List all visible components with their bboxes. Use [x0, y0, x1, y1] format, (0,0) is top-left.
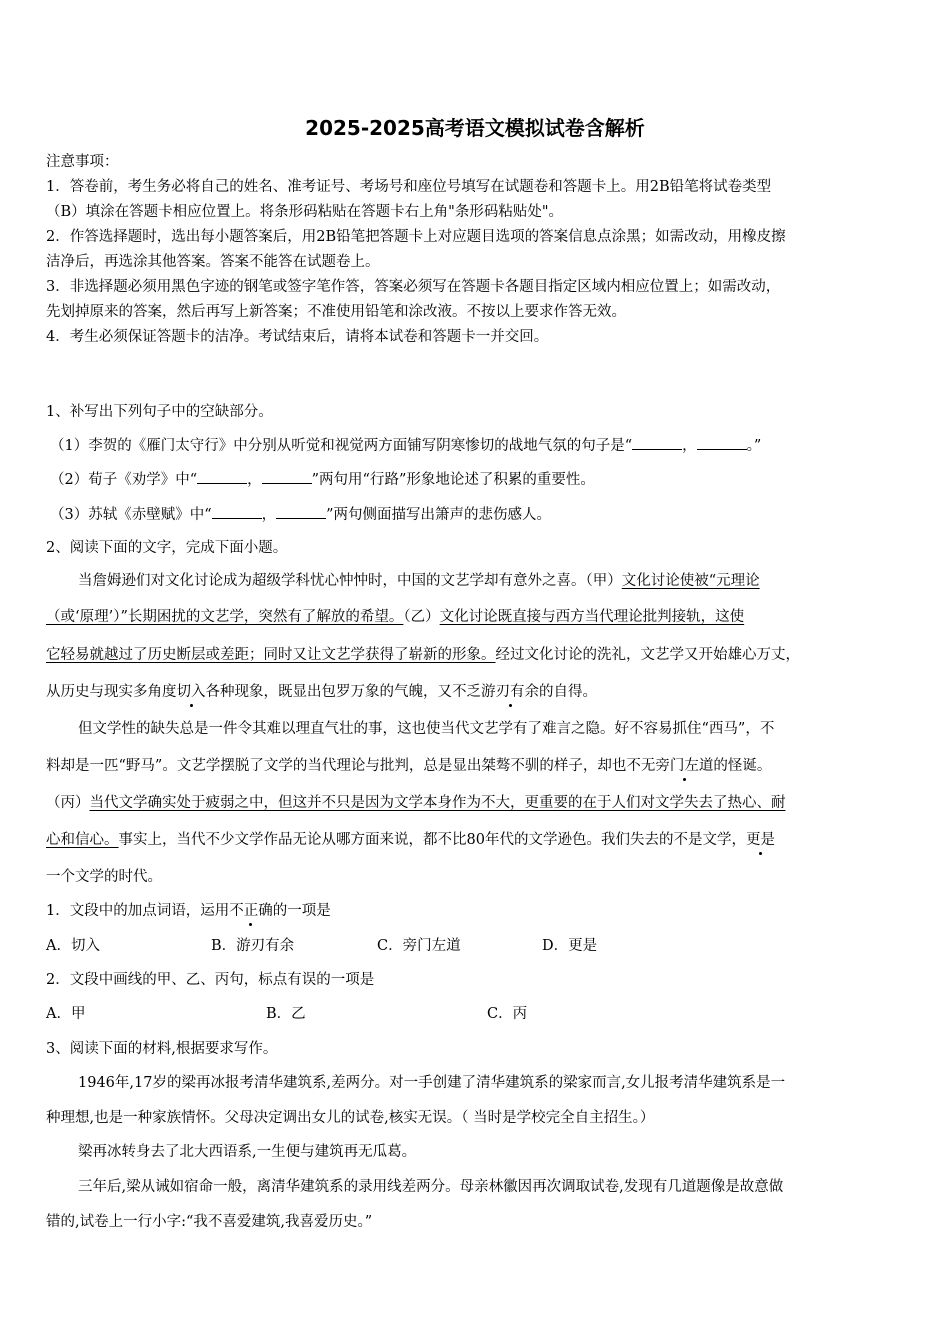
passage-line: [46, 756, 771, 776]
dotted-word: 游刃有余: [481, 684, 539, 700]
q1-item-2-mid: ，: [247, 472, 262, 488]
notice-line: 1．答卷前，考生务必将自己的姓名、准考证号、考场号和座位号填写在试题卷和答题卡上。用2B铅笔将试卷类型: [46, 179, 772, 195]
q1-heading: 1、补写出下列句子中的空缺部分。: [46, 404, 273, 420]
answer-blank[interactable]: [212, 504, 262, 519]
q1-item-3-pre: （3）苏轼《赤壁赋》中“: [50, 507, 212, 523]
q1-item-3-mid: ，: [261, 507, 277, 523]
q1-item-2-post: ”两句用“行路”形象地论述了积累的重要性。: [311, 472, 595, 488]
passage-line: [46, 645, 800, 665]
dotted-word: 切入: [176, 684, 206, 700]
passage-text: 当詹姆逊们对文化讨论成为超级学科忧心忡忡时，中国的文艺学却有意外之喜。（甲）: [78, 573, 622, 589]
passage-text: 经过文化讨论的洗礼，文艺学又开始雄心万丈，: [495, 647, 800, 663]
q1-item-1-post: 。”: [746, 438, 762, 454]
option-a[interactable]: A．切入: [46, 938, 100, 954]
passage-line: [46, 793, 786, 813]
notice-line: （B）填涂在答题卡相应位置上。将条形码粘贴在答题卡右上角"条形码粘贴处"。: [46, 204, 563, 220]
q1-item-2-pre: （2）荀子《劝学》中“: [50, 472, 198, 488]
q1-item-1: [50, 435, 761, 456]
notice-line: 2．作答选择题时，选出每小题答案后，用2B铅笔把答题卡上对应题目选项的答案信息点涂黑；如需改动，用橡皮擦: [46, 229, 786, 245]
material-line: 梁再冰转身去了北大西语系,一生便与建筑再无瓜葛。: [78, 1144, 417, 1160]
q1-item-3: [50, 504, 551, 525]
q1-item-1-pre: （1）李贺的《雁门太守行》中分别从听觉和视觉两方面铺写阴寒惨切的战地气氛的句子是“: [50, 438, 633, 454]
underlined-sentence-yi: 文化讨论既直接与西方当代理论批判接轨，这使: [439, 609, 745, 625]
passage-line: [78, 571, 760, 591]
option-c[interactable]: C．丙: [487, 1006, 528, 1022]
option-a[interactable]: A．甲: [46, 1006, 86, 1022]
option-b[interactable]: B．乙: [266, 1006, 306, 1022]
subquestion-text: 的一项是: [272, 903, 331, 919]
subquestion-1: [46, 901, 331, 921]
answer-blank[interactable]: [276, 504, 326, 519]
q1-item-1-mid: ，: [682, 438, 697, 454]
passage-text: 的自得。: [539, 684, 597, 700]
passage-text: 的怪诞。: [713, 758, 772, 774]
passage-line: [46, 830, 775, 850]
passage-text: 各种现象，既显出包罗万象的气魄，又不乏: [205, 684, 481, 700]
q2-heading: 2、阅读下面的文字，完成下面小题。: [46, 540, 288, 556]
underlined-sentence-jia: 文化讨论使被“元理论: [621, 573, 760, 589]
passage-text: 料却是一匹“野马”。文艺学摆脱了文学的当代理论与批判，总是显出桀骜不驯的样子，却也不无: [46, 758, 656, 774]
passage-line: 但文学性的缺失总是一件令其难以理直气壮的事，这也使当代文艺学有了难言之隐。好不容易抓住“西马”，不: [78, 721, 775, 737]
answer-blank[interactable]: [262, 469, 312, 484]
passage-line: 一个文学的时代。: [46, 869, 162, 885]
option-c[interactable]: C．旁门左道: [377, 938, 461, 954]
q1-item-2: [50, 469, 595, 490]
notice-line: 先划掉原来的答案，然后再写上新答案；不准使用铅笔和涂改液。不按以上要求作答无效。: [46, 304, 626, 320]
answer-blank[interactable]: [632, 435, 682, 450]
subquestion-text: 1．文段中的加点词语，运用: [46, 903, 230, 919]
underlined-sentence-yi: 它轻易就越过了历史断层或差距；同时又让文艺学获得了崭新的形象。: [46, 647, 496, 663]
option-d[interactable]: D．更是: [542, 938, 598, 954]
option-b[interactable]: B．游刃有余: [211, 938, 295, 954]
notice-line: 洁净后，再选涂其他答案。答案不能答在试题卷上。: [46, 254, 380, 270]
material-line: 种理想,也是一种家族情怀。父母决定调出女儿的试卷,核实无误。（ 当时是学校完全自主招生。）: [46, 1110, 655, 1126]
notice-heading: 注意事项：: [46, 154, 119, 170]
subquestion-2: 2．文段中画线的甲、乙、丙句，标点有误的一项是: [46, 972, 375, 988]
answer-blank[interactable]: [697, 435, 747, 450]
answer-blank[interactable]: [197, 469, 247, 484]
material-line: 1946年,17岁的梁再冰报考清华建筑系,差两分。对一手创建了清华建筑系的梁家而言,女儿报考清华建筑系是一: [78, 1075, 786, 1091]
passage-line: [46, 607, 744, 627]
dotted-word: 旁门左道: [655, 758, 714, 774]
passage-text: 从历史与现实多角度: [46, 684, 177, 700]
dotted-word: 更是: [745, 832, 775, 848]
q1-item-3-post: ”两句侧面描写出箫声的悲伤感人。: [326, 507, 552, 523]
notice-line: 3．非选择题必须用黑色字迹的钢笔或签字笔作答，答案必须写在答题卡各题目指定区域内相应位置上；如需改动，: [46, 279, 781, 295]
underlined-sentence-bing: 当代文学确实处于疲弱之中，但这并不只是因为文学本身作为不大，更重要的在于人们对文学失去了热心、耐: [89, 795, 786, 811]
material-line: 错的,试卷上一行小字:“我不喜爱建筑,我喜爱历史。”: [46, 1214, 373, 1230]
passage-text: （丙）: [46, 795, 90, 811]
underlined-sentence-jia: （或‘原理’）”长期困扰的文艺学，突然有了解放的希望。: [46, 609, 404, 625]
page-title: 2025-2025高考语文模拟试卷含解析: [305, 116, 645, 140]
passage-text: （乙）: [403, 609, 440, 625]
material-line: 三年后,梁从诫如宿命一般，离清华建筑系的录用线差两分。母亲林徽因再次调取试卷,发现有几道题像是故意做: [78, 1179, 784, 1195]
underlined-sentence-bing: 心和信心。: [46, 832, 119, 848]
dotted-word: 不正确: [229, 903, 273, 919]
passage-text: 事实上，当代不少文学作品无论从哪方面来说，都不比80年代的文学逊色。我们失去的不是文学，: [118, 832, 746, 848]
q3-heading: 3、阅读下面的材料,根据要求写作。: [46, 1041, 278, 1057]
notice-line: 4．考生必须保证答题卡的洁净。考试结束后，请将本试卷和答题卡一并交回。: [46, 329, 549, 345]
passage-line: [46, 682, 597, 702]
